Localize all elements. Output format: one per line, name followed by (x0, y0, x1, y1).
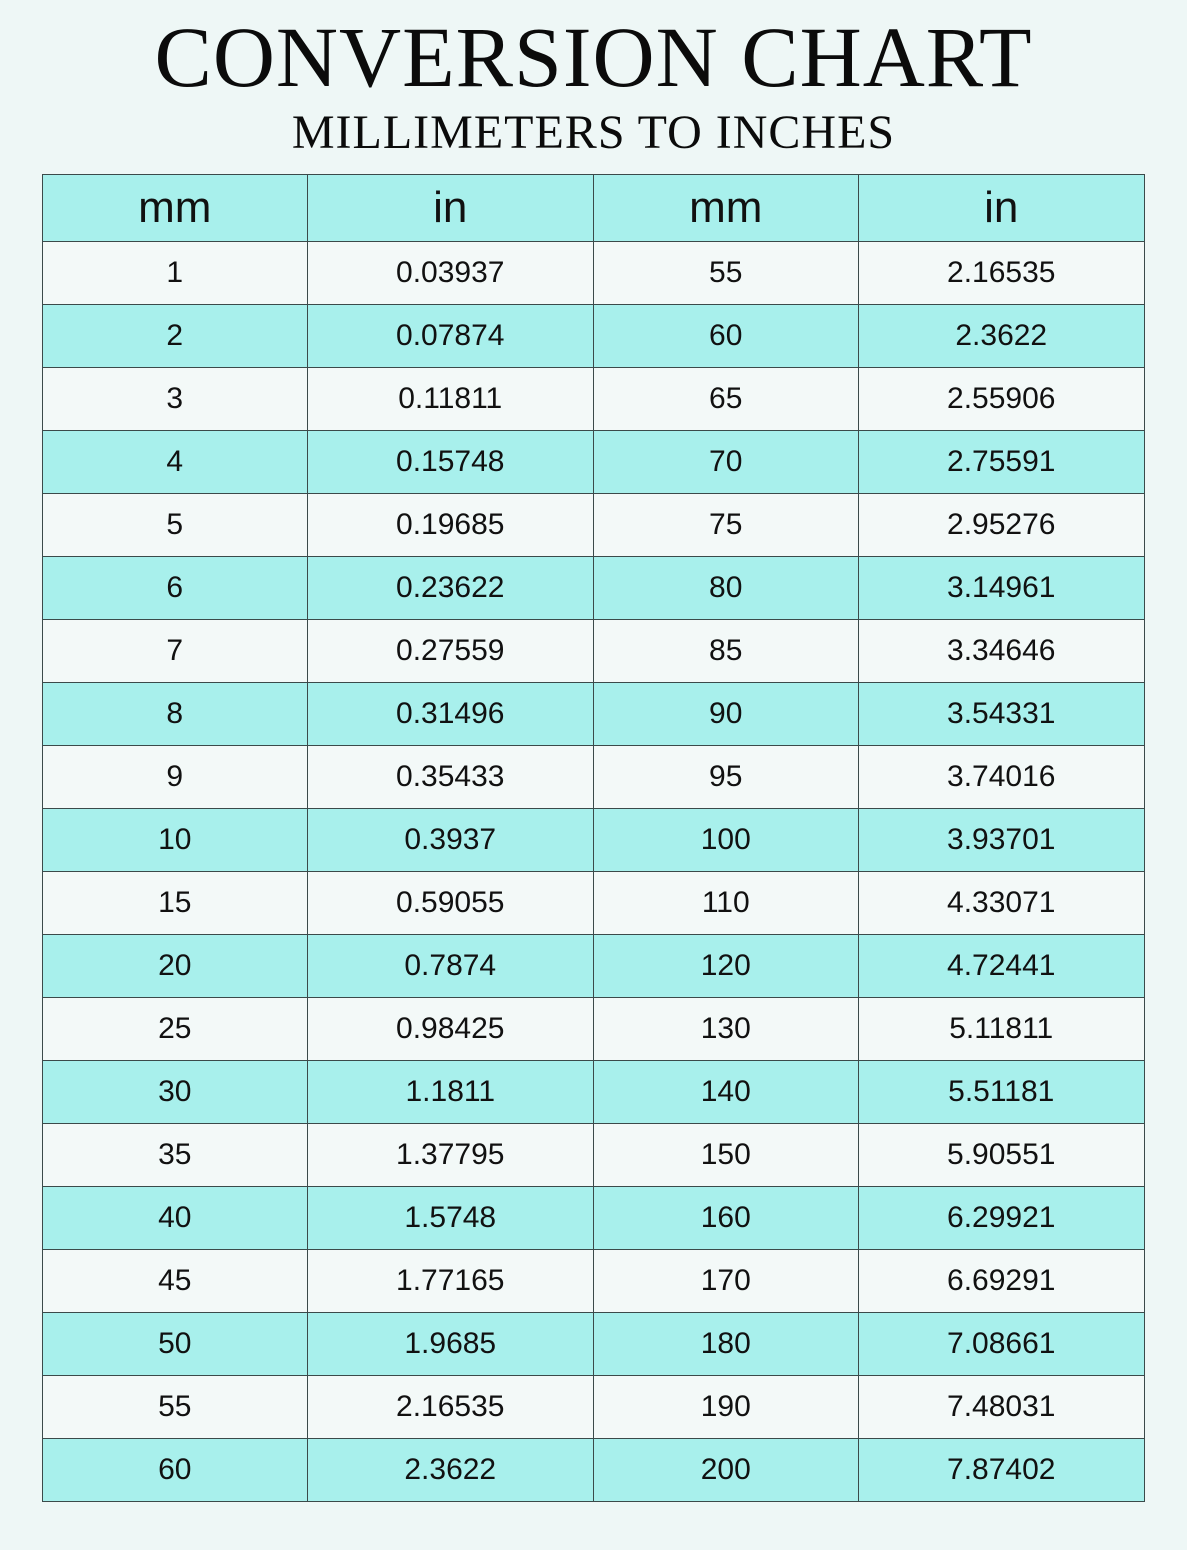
table-cell: 3.93701 (858, 809, 1145, 872)
column-header-in-right: in (858, 175, 1145, 242)
table-cell: 100 (593, 809, 858, 872)
table-cell: 3.74016 (858, 746, 1145, 809)
table-cell: 140 (593, 1061, 858, 1124)
table-cell: 6 (43, 557, 308, 620)
table-cell: 60 (43, 1439, 308, 1502)
column-header-mm-left: mm (43, 175, 308, 242)
table-cell: 20 (43, 935, 308, 998)
conversion-table-wrapper (42, 174, 1145, 1502)
table-cell: 95 (593, 746, 858, 809)
table-cell: 0.3937 (307, 809, 593, 872)
table-cell: 3 (43, 368, 308, 431)
table-header (43, 175, 1145, 242)
table-cell: 2 (43, 305, 308, 368)
table-row (43, 1061, 1145, 1124)
table-row (43, 1439, 1145, 1502)
table-cell: 170 (593, 1250, 858, 1313)
table-cell: 90 (593, 683, 858, 746)
table-cell: 3.14961 (858, 557, 1145, 620)
table-row (43, 305, 1145, 368)
table-cell: 0.31496 (307, 683, 593, 746)
table-cell: 160 (593, 1187, 858, 1250)
table-cell: 5.11811 (858, 998, 1145, 1061)
table-cell: 0.59055 (307, 872, 593, 935)
table-cell: 0.27559 (307, 620, 593, 683)
table-row (43, 746, 1145, 809)
table-cell: 0.15748 (307, 431, 593, 494)
table-cell: 7.48031 (858, 1376, 1145, 1439)
table-row (43, 998, 1145, 1061)
table-cell: 65 (593, 368, 858, 431)
table-cell: 0.23622 (307, 557, 593, 620)
table-cell: 1.37795 (307, 1124, 593, 1187)
column-header-in-left: in (307, 175, 593, 242)
conversion-table (42, 174, 1145, 1502)
table-row (43, 1250, 1145, 1313)
table-row (43, 620, 1145, 683)
table-row (43, 1313, 1145, 1376)
table-cell: 1.1811 (307, 1061, 593, 1124)
table-row (43, 368, 1145, 431)
table-row (43, 1124, 1145, 1187)
table-row (43, 809, 1145, 872)
table-cell: 80 (593, 557, 858, 620)
table-cell: 3.54331 (858, 683, 1145, 746)
table-cell: 180 (593, 1313, 858, 1376)
table-row (43, 1187, 1145, 1250)
table-cell: 1.9685 (307, 1313, 593, 1376)
table-row (43, 1376, 1145, 1439)
table-cell: 0.35433 (307, 746, 593, 809)
table-row (43, 431, 1145, 494)
table-cell: 1.5748 (307, 1187, 593, 1250)
table-cell: 2.3622 (858, 305, 1145, 368)
table-cell: 6.29921 (858, 1187, 1145, 1250)
table-cell: 150 (593, 1124, 858, 1187)
table-cell: 0.98425 (307, 998, 593, 1061)
table-cell: 110 (593, 872, 858, 935)
table-cell: 5.51181 (858, 1061, 1145, 1124)
table-cell: 4.33071 (858, 872, 1145, 935)
table-cell: 1.77165 (307, 1250, 593, 1313)
table-cell: 9 (43, 746, 308, 809)
table-cell: 5.90551 (858, 1124, 1145, 1187)
table-cell: 1 (43, 242, 308, 305)
table-row (43, 935, 1145, 998)
table-cell: 45 (43, 1250, 308, 1313)
table-cell: 2.16535 (307, 1376, 593, 1439)
page-subtitle: MILLIMETERS TO INCHES (291, 106, 896, 159)
table-cell: 6.69291 (858, 1250, 1145, 1313)
table-cell: 2.95276 (858, 494, 1145, 557)
table-cell: 75 (593, 494, 858, 557)
table-cell: 85 (593, 620, 858, 683)
table-cell: 7 (43, 620, 308, 683)
table-cell: 190 (593, 1376, 858, 1439)
table-row (43, 557, 1145, 620)
page-title: CONVERSION CHART (154, 9, 1033, 105)
table-cell: 0.07874 (307, 305, 593, 368)
table-cell: 10 (43, 809, 308, 872)
table-cell: 2.3622 (307, 1439, 593, 1502)
table-cell: 0.7874 (307, 935, 593, 998)
table-cell: 35 (43, 1124, 308, 1187)
table-cell: 5 (43, 494, 308, 557)
table-cell: 40 (43, 1187, 308, 1250)
table-cell: 70 (593, 431, 858, 494)
table-body (43, 242, 1145, 1502)
table-cell: 2.55906 (858, 368, 1145, 431)
table-cell: 60 (593, 305, 858, 368)
table-cell: 2.16535 (858, 242, 1145, 305)
table-cell: 130 (593, 998, 858, 1061)
table-cell: 4.72441 (858, 935, 1145, 998)
table-cell: 8 (43, 683, 308, 746)
table-cell: 0.11811 (307, 368, 593, 431)
table-cell: 0.03937 (307, 242, 593, 305)
table-cell: 2.75591 (858, 431, 1145, 494)
table-cell: 55 (43, 1376, 308, 1439)
table-cell: 0.19685 (307, 494, 593, 557)
table-cell: 3.34646 (858, 620, 1145, 683)
table-cell: 25 (43, 998, 308, 1061)
table-cell: 7.87402 (858, 1439, 1145, 1502)
table-row (43, 494, 1145, 557)
conversion-chart-page (0, 9, 1187, 1550)
table-cell: 15 (43, 872, 308, 935)
column-header-mm-right: mm (593, 175, 858, 242)
table-row (43, 683, 1145, 746)
table-cell: 4 (43, 431, 308, 494)
table-cell: 50 (43, 1313, 308, 1376)
table-cell: 30 (43, 1061, 308, 1124)
table-cell: 7.08661 (858, 1313, 1145, 1376)
table-cell: 120 (593, 935, 858, 998)
table-row (43, 242, 1145, 305)
table-header-row (43, 175, 1145, 242)
table-row (43, 872, 1145, 935)
table-cell: 55 (593, 242, 858, 305)
table-cell: 200 (593, 1439, 858, 1502)
